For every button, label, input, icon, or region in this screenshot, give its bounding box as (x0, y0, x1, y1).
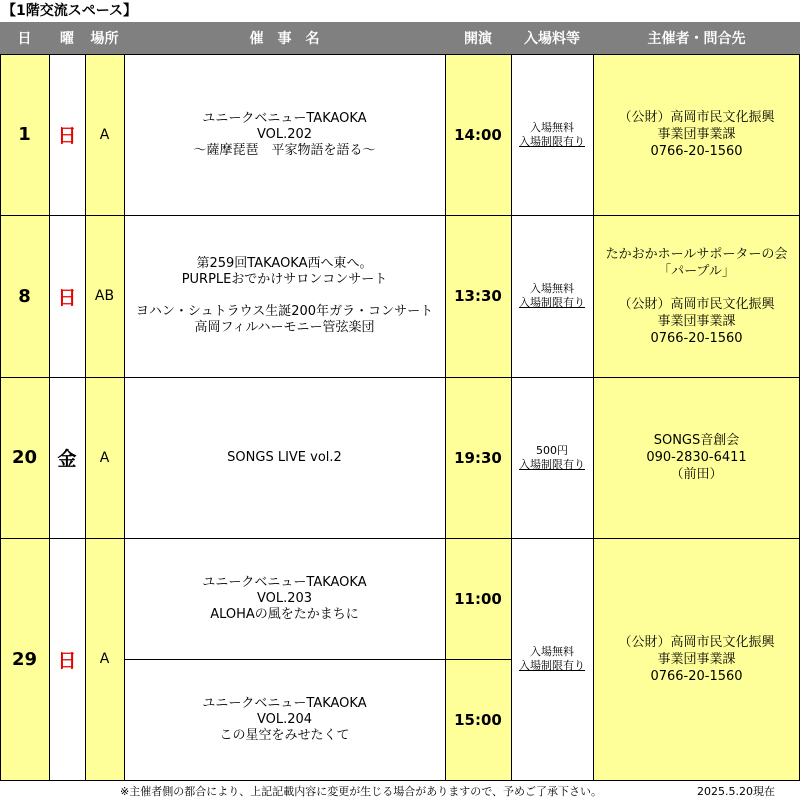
event-line: この星空をみせたくて (219, 727, 350, 743)
grid-line (0, 780, 800, 781)
organizer-line: （前田） (670, 467, 723, 482)
row-2-weekday: 日 (49, 215, 85, 377)
organizer-line: 090-2830-6411 (646, 450, 747, 465)
row-1-weekday: 日 (49, 54, 85, 215)
header-day: 日 (0, 22, 49, 54)
fee-label: 入場無料 (530, 120, 574, 134)
event-line: ヨハン・シュトラウス生誕200年ガラ・コンサート (135, 304, 434, 319)
grid-line (85, 54, 86, 780)
row-1-organizer (593, 54, 800, 215)
row-3-day: 20 (0, 377, 49, 538)
row-2-day: 8 (0, 215, 49, 377)
header-weekday: 曜 (49, 22, 85, 54)
row-4-organizer (593, 538, 800, 780)
event-line: 第259回TAKAOKA西へ東へ。 (196, 256, 373, 271)
row-2-venue: AB (85, 215, 124, 377)
admission-limit-label: 入場制限有り (519, 296, 585, 309)
row-4-fee (511, 538, 593, 780)
grid-line (0, 54, 800, 55)
organizer-line: （公財）高岡市民文化振興 (618, 110, 775, 125)
grid-line (511, 54, 512, 780)
event-line: SONGS LIVE vol.2 (227, 449, 342, 465)
organizer-line: 0766-20-1560 (650, 144, 743, 159)
organizer-line: 「パープル」 (658, 263, 735, 279)
row-4-event-1 (124, 538, 445, 659)
organizer-line: （公財）高岡市民文化振興 (618, 296, 775, 312)
organizer-line: SONGS音創会 (653, 433, 740, 448)
grid-line (124, 54, 125, 780)
organizer-line: 事業団事業課 (657, 313, 736, 329)
grid-line (445, 54, 446, 780)
fee-label: 入場無料 (530, 282, 574, 295)
event-line: ユニークベニューTAKAOKA (202, 574, 367, 590)
organizer-line: （公財）高岡市民文化振興 (618, 634, 775, 650)
row-2-time: 13:30 (445, 215, 511, 377)
event-line: VOL.203 (256, 590, 313, 606)
grid-line (0, 54, 1, 780)
fee-label: 入場無料 (530, 645, 574, 658)
organizer-line: 事業団事業課 (657, 651, 736, 667)
fee-label: 500円 (536, 443, 568, 457)
footer-date: 2025.5.20現在 (697, 785, 775, 798)
header-start: 開演 (445, 22, 511, 54)
row-4-time-1: 11:00 (445, 538, 511, 659)
event-line: ユニークベニューTAKAOKA (202, 110, 367, 126)
admission-limit-label: 入場制限有り (519, 659, 585, 672)
row-3-time: 19:30 (445, 377, 511, 538)
event-line: PURPLEおでかけサロンコンサート (181, 272, 388, 287)
organizer-line: 事業団事業課 (657, 127, 736, 142)
event-line: VOL.204 (256, 711, 313, 727)
row-4-event-2 (124, 659, 445, 780)
row-2-organizer (593, 215, 800, 377)
grid-line (0, 538, 800, 539)
row-1-time: 14:00 (445, 54, 511, 215)
row-1-day: 1 (0, 54, 49, 215)
header-venue: 場所 (85, 22, 124, 54)
event-line: VOL.202 (256, 126, 313, 142)
row-3-organizer (593, 377, 800, 538)
row-1-event (124, 54, 445, 215)
event-line: ～薩摩琵琶 平家物語を語る～ (193, 142, 376, 158)
row-1-fee (511, 54, 593, 215)
header-fee: 入場料等 (511, 22, 593, 54)
row-3-venue: A (85, 377, 124, 538)
row-4-weekday: 日 (49, 538, 85, 780)
row-3-fee (511, 377, 593, 538)
header-organizer: 主催者・問合先 (593, 22, 800, 54)
row-3-weekday: 金 (49, 377, 85, 538)
admission-limit-label: 入場制限有り (519, 457, 585, 471)
grid-line (593, 54, 594, 780)
row-3-event (124, 377, 445, 538)
row-2-event (124, 215, 445, 377)
row-2-fee (511, 215, 593, 377)
grid-line (0, 215, 800, 216)
grid-line (124, 659, 511, 660)
organizer-line: 0766-20-1560 (650, 330, 743, 346)
footer-note: ※主催者側の都合により、上記記載内容に変更が生じる場合がありますので、予めご了承下さい。 (120, 785, 602, 798)
row-1-venue: A (85, 54, 124, 215)
section-title: 【1階交流スペース】 (2, 3, 138, 19)
event-line: ALOHAの風をたかまちに (210, 606, 359, 622)
row-4-venue: A (85, 538, 124, 780)
row-4-time-2: 15:00 (445, 659, 511, 780)
event-line: 高岡フィルハーモニー管弦楽団 (194, 320, 375, 335)
organizer-line: 0766-20-1560 (650, 668, 743, 684)
grid-line (49, 54, 50, 780)
header-event: 催 事 名 (124, 22, 445, 54)
admission-limit-label: 入場制限有り (519, 134, 585, 148)
event-line: ユニークベニューTAKAOKA (202, 695, 367, 711)
grid-line (0, 377, 800, 378)
organizer-line: たかおかホールサポーターの会 (605, 246, 788, 262)
row-4-day: 29 (0, 538, 49, 780)
